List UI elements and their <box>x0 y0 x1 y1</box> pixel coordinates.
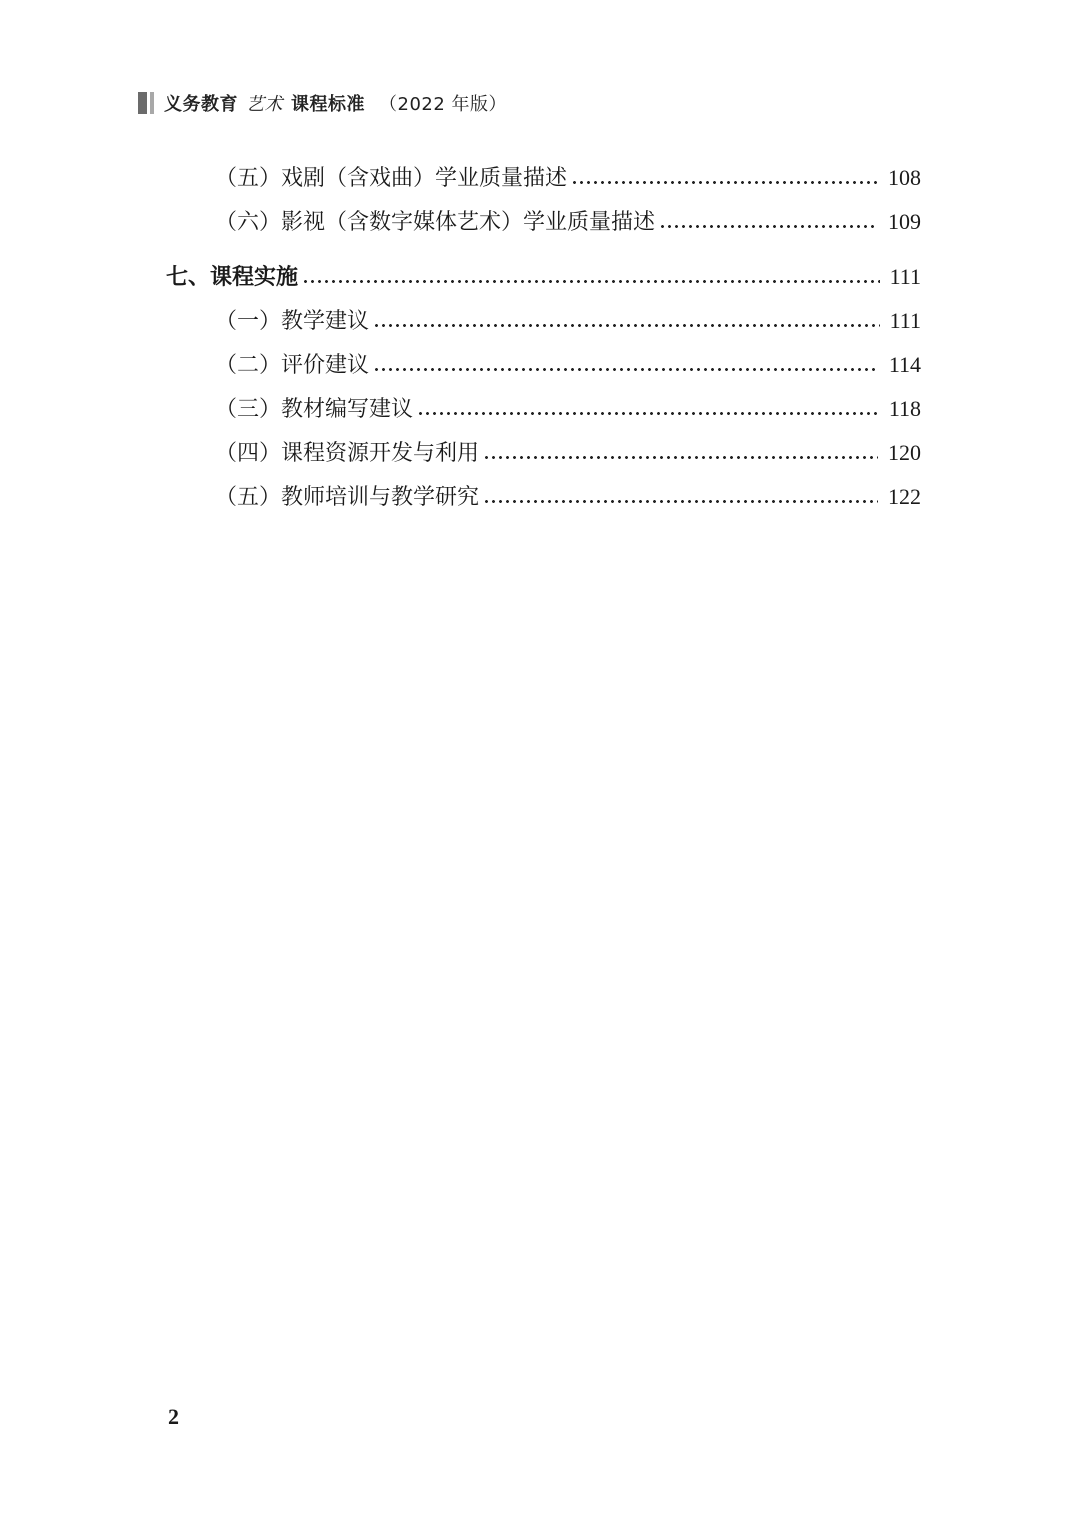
toc-dot-leader <box>373 324 880 327</box>
toc-entry-title: （三）教材编写建议 <box>215 397 414 422</box>
toc-entry-title: （六）影视（含数字媒体艺术）学业质量描述 <box>215 210 656 235</box>
toc-entry-page: 122 <box>888 484 921 509</box>
header-edition: （2022 年版） <box>379 94 508 115</box>
header-series: 义务教育 <box>164 94 238 115</box>
toc-entry[interactable] <box>215 479 921 515</box>
toc-dot-leader <box>483 456 878 459</box>
toc-entry[interactable] <box>215 204 921 240</box>
header-title: 课程标准 <box>291 94 365 115</box>
header-bar-mark-icon <box>138 92 154 114</box>
header-subject: 艺术 <box>246 94 283 115</box>
header-bar-dark <box>138 92 147 114</box>
toc-entry-title: （一）教学建议 <box>215 309 370 334</box>
toc-entry-title: （四）课程资源开发与利用 <box>215 441 480 466</box>
toc-entry-title: （二）评价建议 <box>215 353 370 378</box>
toc-entry-page: 114 <box>888 352 921 377</box>
toc-entry[interactable] <box>215 160 921 196</box>
toc-entry[interactable] <box>215 435 921 471</box>
toc-dot-leader <box>483 500 878 503</box>
toc-dot-leader <box>571 181 878 184</box>
toc-dot-leader <box>302 280 880 283</box>
page-number: 2 <box>168 1404 179 1429</box>
toc-entry-page: 108 <box>888 165 921 190</box>
toc-entry[interactable] <box>215 347 921 383</box>
toc-chapter-page: 111 <box>889 264 921 289</box>
toc-entry-title: （五）戏剧（含戏曲）学业质量描述 <box>215 166 568 191</box>
running-header <box>138 90 507 116</box>
toc-dot-leader <box>417 412 879 415</box>
toc-entry-page: 120 <box>888 440 921 465</box>
toc-entry-page: 118 <box>888 396 921 421</box>
toc-entry[interactable] <box>215 303 921 339</box>
header-bar-light <box>150 92 154 114</box>
toc-entry[interactable] <box>215 391 921 427</box>
toc-entry-page: 111 <box>889 308 921 333</box>
toc-chapter-title: 七、课程实施 <box>166 265 299 290</box>
toc-entry-title: （五）教师培训与教学研究 <box>215 485 480 510</box>
toc-chapter-entry[interactable] <box>166 259 921 295</box>
toc-entry-page: 109 <box>888 209 921 234</box>
toc-dot-leader <box>373 368 879 371</box>
toc-dot-leader <box>659 225 878 228</box>
